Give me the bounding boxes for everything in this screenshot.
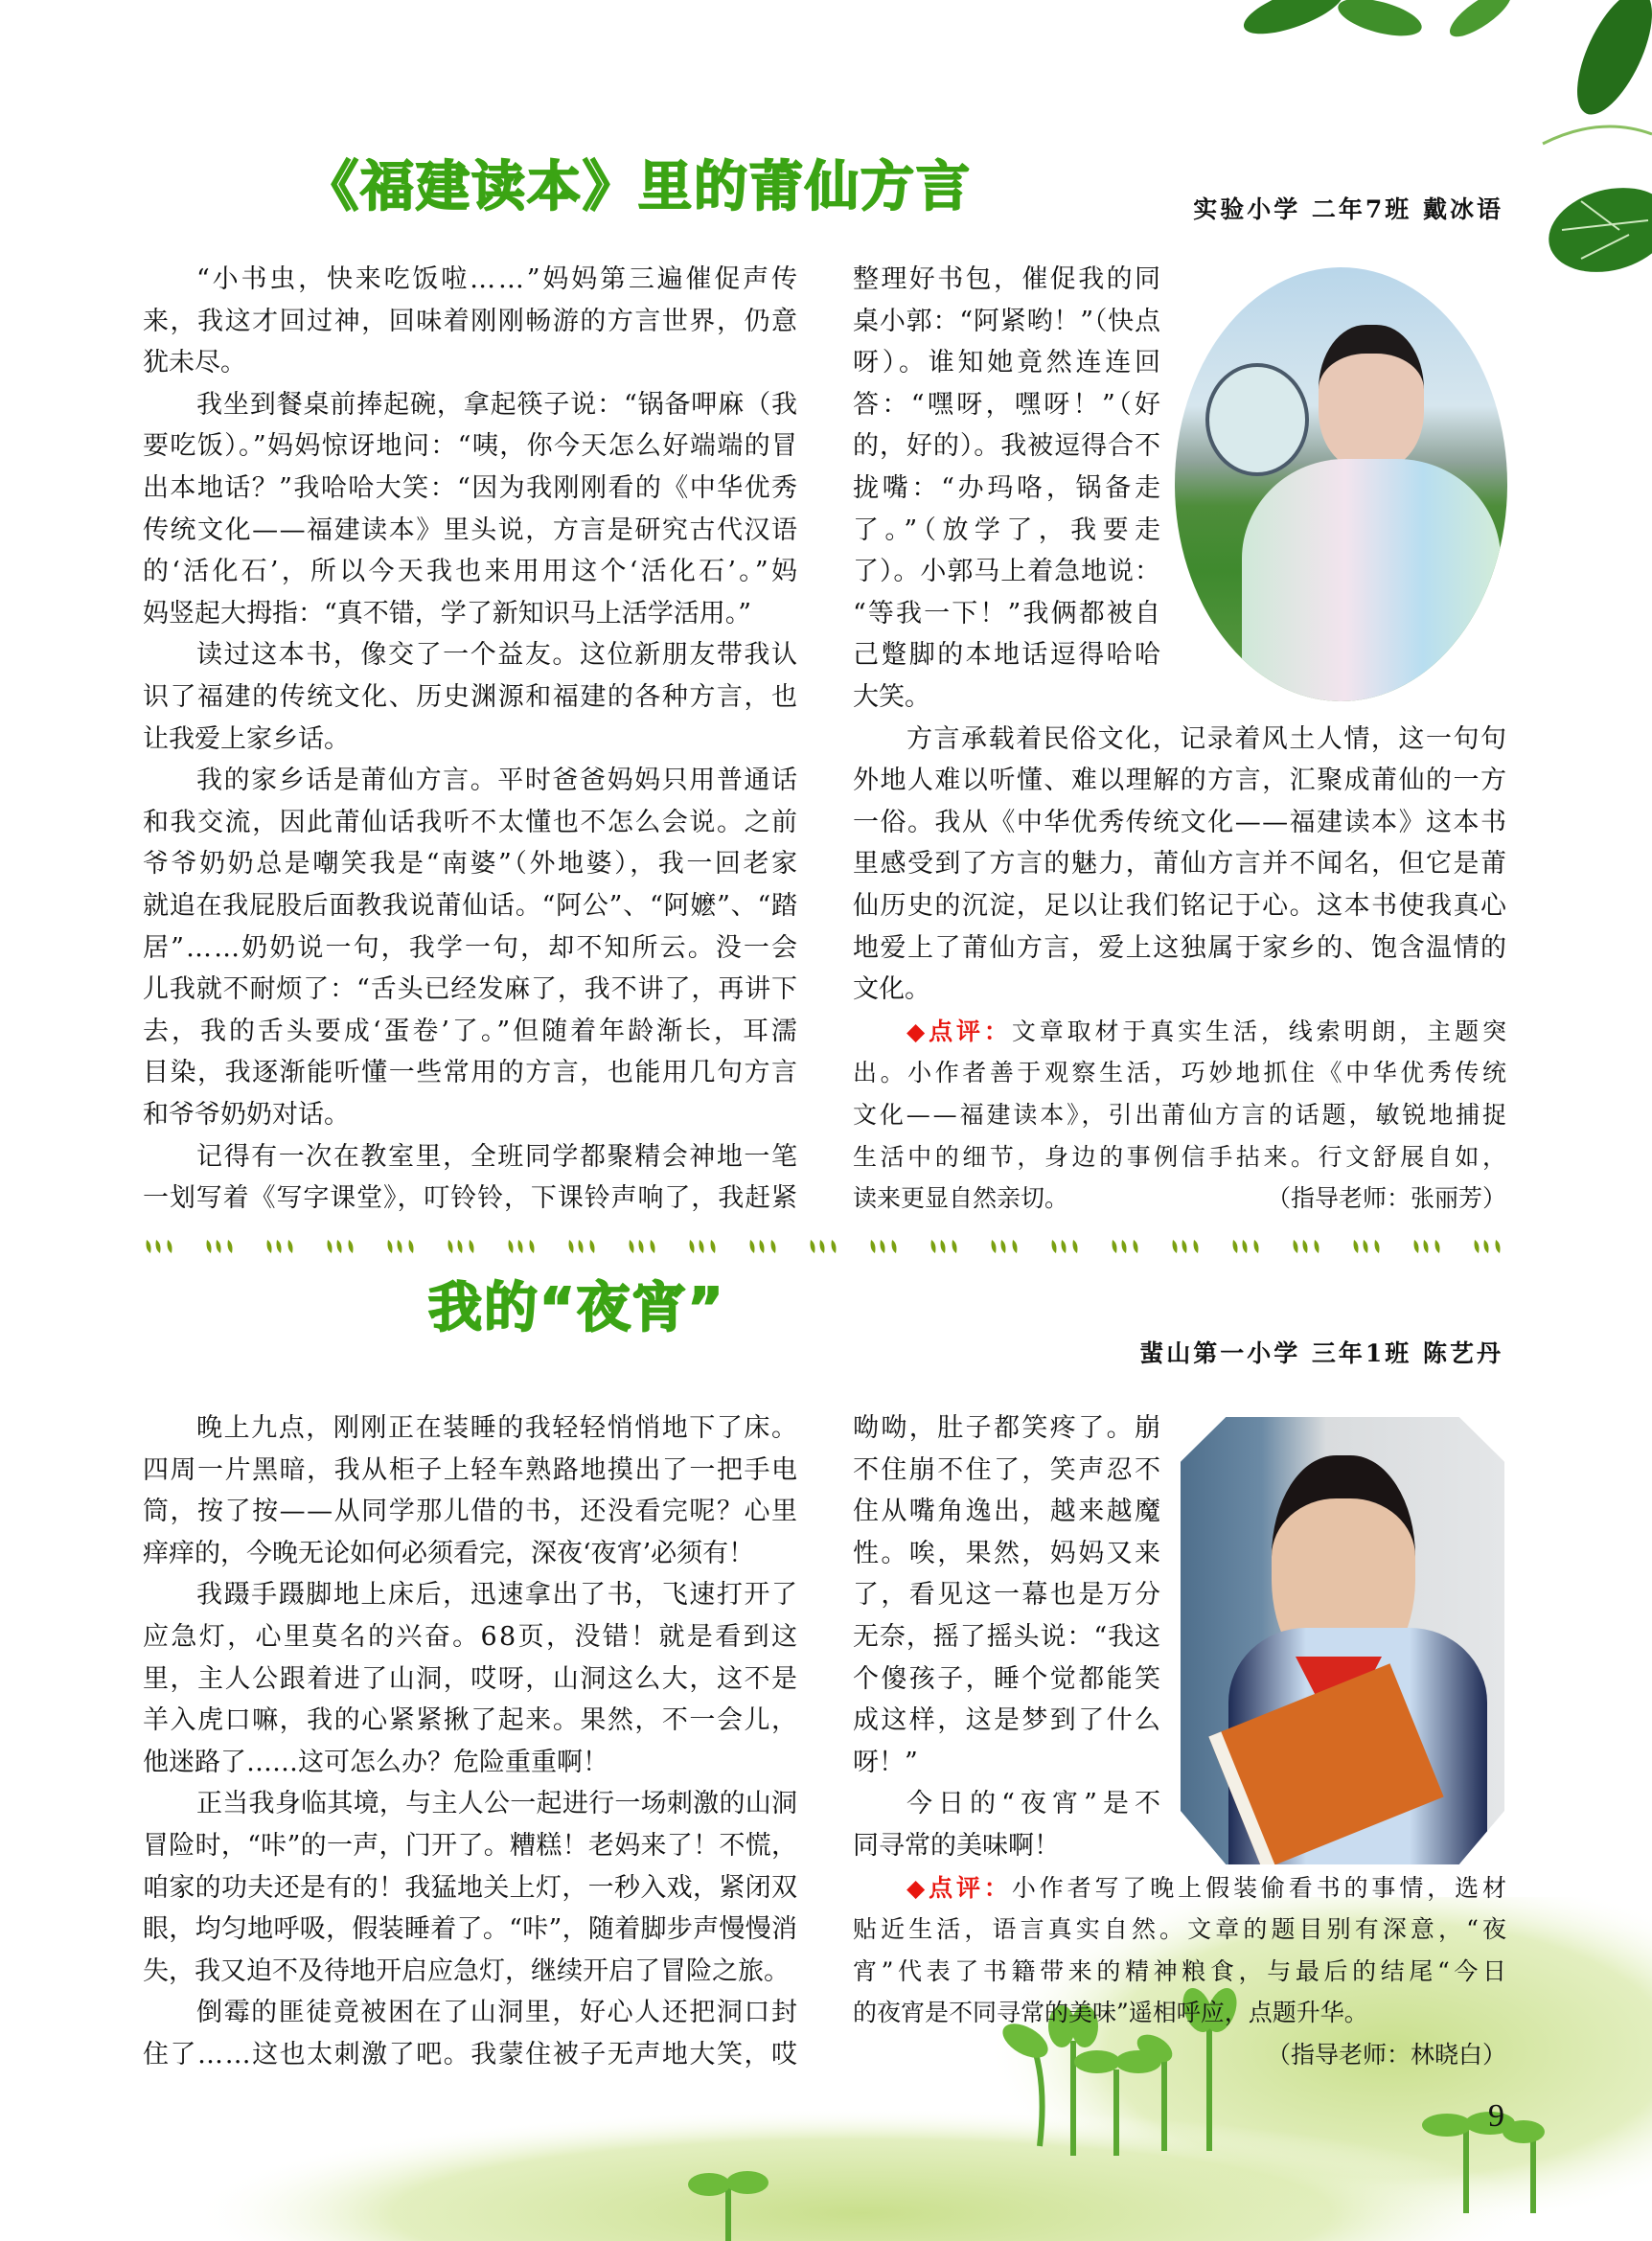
text-line-content — [853, 969, 930, 1011]
line-text: 呦呦，肚子都笑疼了。崩 — [853, 1413, 1163, 1443]
comment-line — [853, 1011, 1510, 1053]
text-line-content — [143, 1951, 790, 1993]
text-line-content — [143, 1011, 800, 1053]
line-text: 地爱上了莆仙方言，爱上这独属于家乡的、饱含温情的 — [853, 932, 1508, 963]
comment-line — [853, 1992, 1506, 2034]
paragraph-line — [853, 719, 1506, 761]
paragraph-line — [143, 1742, 797, 1784]
line-text: 贴近生活，语言真实自然。文章的题目别有深意，“夜 — [853, 1915, 1511, 1944]
paragraph-line — [143, 843, 800, 885]
line-text: 里感受到了方言的魅力，莆仙方言并不闻名，但它是莆 — [853, 849, 1508, 880]
paragraph-line — [143, 802, 797, 844]
comment-line — [853, 1867, 1510, 1909]
paragraph-line — [143, 676, 797, 719]
text-line-content — [853, 1574, 1162, 1616]
article1-title: 《福建读本》里的莆仙方言 — [305, 156, 972, 218]
text-line-content — [853, 1658, 1162, 1701]
paragraph-line — [143, 1178, 797, 1220]
paragraph-line — [853, 676, 1160, 719]
line-text: 晚上九点，刚刚正在装睡的我轻轻悄悄地下了床。 — [196, 1413, 799, 1443]
paragraph-line — [853, 927, 1506, 970]
text-line-content — [143, 927, 799, 970]
text-line-content — [196, 634, 799, 676]
paragraph-line — [853, 384, 1164, 426]
text-line-content — [853, 384, 1163, 426]
paragraph-line — [143, 425, 797, 468]
text-line-content — [196, 1136, 799, 1178]
line-text: 性。唉，果然，妈妈又来 — [853, 1538, 1163, 1568]
text-line-content — [853, 1700, 1162, 1742]
text-line-content — [853, 760, 1507, 802]
page-number: 9 — [1488, 2098, 1504, 2134]
line-text: 和我交流，因此莆仙话我听不太懂也不怎么会说。之前 — [143, 807, 799, 837]
line-text: 读过这本书，像交了一个益友。这位新朋友带我认 — [196, 640, 799, 671]
line-text: 犹未尽。 — [143, 348, 246, 378]
line-text: 外地人难以听懂、难以理解的方言，汇聚成莆仙的一方 — [853, 766, 1508, 796]
line-text: 呀！” — [853, 1747, 918, 1777]
text-line-content — [143, 1909, 797, 1951]
paragraph-line — [143, 1992, 797, 2034]
text-line-content — [906, 1783, 1166, 1825]
text-line-content — [906, 1011, 1510, 1053]
text-line-content — [196, 1992, 799, 2034]
text-line-content — [196, 259, 800, 301]
paragraph-line — [143, 1616, 800, 1658]
comment-label: ◆点评： — [906, 1017, 1012, 1045]
text-line-content — [853, 510, 1166, 552]
article2-left-column — [143, 1407, 800, 2097]
paragraph-line — [143, 301, 797, 343]
line-text: 识了福建的传统文化、历史渊源和福建的各种方言，也 — [143, 682, 799, 712]
paragraph-line — [143, 760, 797, 802]
line-text: 羊入虎口嘛，我的心紧紧揪了起来。果然，不一会儿， — [143, 1705, 799, 1736]
text-line-content — [143, 676, 799, 719]
paragraph-line — [143, 885, 797, 927]
paragraph-line — [143, 510, 797, 552]
comment-line — [853, 1052, 1510, 1094]
line-text: 文章取材于真实生活，线索明朗，主题突 — [1011, 1017, 1510, 1045]
paragraph-line — [853, 593, 1163, 635]
text-line-content — [143, 468, 798, 510]
text-line-content — [143, 510, 799, 552]
text-line-content — [853, 1533, 1162, 1575]
article1-byline: 实验小学 二年7班 戴冰语 — [1193, 195, 1503, 223]
line-text: 了，看见这一幕也是万分 — [853, 1580, 1163, 1611]
text-line-content — [853, 1616, 1161, 1658]
line-text: 冒险时，“咔”的一声，门开了。糟糕！老妈来了！不慌， — [143, 1831, 798, 1861]
text-line-content — [143, 1616, 799, 1658]
paragraph-line — [853, 1533, 1163, 1575]
line-text: 出本地话？”我哈哈大笑：“因为我刚刚看的《中华优秀 — [143, 473, 799, 503]
paragraph-line — [143, 1533, 797, 1575]
line-text: 痒痒的，今晚无论如何必须看完，深夜‘夜宵’必须有！ — [143, 1538, 755, 1568]
paragraph-line — [853, 1742, 1160, 1784]
article1-left-column — [143, 259, 801, 1226]
line-text: 个傻孩子，睡个觉都能笑 — [853, 1663, 1163, 1694]
text-line-content — [143, 1094, 350, 1136]
text-line-content — [143, 1658, 799, 1701]
text-line-content — [853, 1909, 1510, 1951]
line-text: 仙历史的沉淀，足以让我们铭记于心。这本书使我真心 — [853, 891, 1508, 921]
paragraph-line — [143, 1491, 797, 1533]
text-line-content — [853, 843, 1507, 885]
paragraph-line — [853, 1783, 1167, 1825]
line-text: 爷爷奶奶总是嘲笑我是“南婆”（外地婆），我一回老家 — [143, 849, 800, 880]
text-line-content — [853, 676, 930, 719]
paragraph-line — [853, 843, 1506, 885]
paragraph-line — [853, 969, 1506, 1011]
line-text: 大笑。 — [853, 682, 930, 712]
text-line-content — [853, 342, 1164, 384]
paragraph-line — [143, 2034, 797, 2076]
text-line-content — [143, 301, 799, 343]
paragraph-line — [853, 301, 1160, 343]
text-line-content — [143, 885, 798, 927]
paragraph-line — [143, 1783, 797, 1825]
text-line-content — [853, 1094, 1509, 1136]
text-line-content — [143, 1867, 797, 1909]
line-text: 文化。 — [853, 974, 930, 1005]
text-line-content — [143, 1700, 799, 1742]
line-text: 的夜宵是不同寻常的美味”遥相呼应，点题升华。 — [853, 1999, 1368, 2027]
paragraph-line — [853, 1450, 1163, 1492]
text-line-content — [143, 425, 798, 468]
text-line-content — [853, 1407, 1162, 1450]
line-text: 里，主人公跟着进了山洞，哎呀，山洞这么大，这不是 — [143, 1663, 799, 1694]
paragraph-line — [853, 802, 1506, 844]
line-text: 应急灯，心里莫名的兴奋。68页，没错！就是看到这 — [143, 1622, 800, 1652]
text-line-content — [853, 802, 1507, 844]
paragraph-line — [143, 1909, 797, 1951]
line-text: 了。”（放学了，我要走 — [853, 515, 1167, 545]
paragraph-line — [143, 1700, 797, 1742]
paragraph-line — [853, 510, 1167, 552]
line-text: 一俗。我从《中华优秀传统文化——福建读本》这本书 — [853, 807, 1508, 837]
text-line-content — [196, 1783, 797, 1825]
text-line-content — [853, 885, 1507, 927]
paragraph-line — [853, 1825, 1160, 1867]
line-text: 无奈，摇了摇头说：“我这 — [853, 1622, 1161, 1652]
line-text: 一划写着《写字课堂》，叮铃铃，下课铃声响了，我赶紧 — [143, 1183, 798, 1214]
text-line-content — [853, 425, 1161, 468]
text-line-content — [143, 2034, 799, 2076]
text-line-content — [196, 384, 798, 426]
paragraph-line — [143, 1867, 797, 1909]
text-line-content — [853, 1136, 1510, 1178]
paragraph-line — [853, 1616, 1160, 1658]
text-line-content — [853, 634, 1162, 676]
text-line-content — [143, 593, 751, 635]
paragraph-line — [143, 468, 797, 510]
paragraph-line — [853, 425, 1160, 468]
line-text: 住了……这也太刺激了吧。我蒙住被子无声地大笑，哎 — [143, 2040, 799, 2069]
paragraph-line — [853, 1407, 1163, 1450]
paragraph-line — [853, 885, 1506, 927]
text-line-content — [143, 969, 798, 1011]
paragraph-line — [143, 1136, 797, 1178]
paragraph-line — [853, 468, 1164, 510]
paragraph-line — [853, 1700, 1163, 1742]
text-line-content — [853, 927, 1507, 970]
line-text: 出。小作者善于观察生活，巧妙地抓住《中华优秀传统 — [853, 1059, 1510, 1087]
line-text: 今日的“夜宵”是不 — [906, 1789, 1167, 1819]
article2-photo-girl-reading — [1181, 1417, 1504, 1864]
paragraph-line — [853, 551, 1160, 593]
line-text: 住从嘴角逸出，越来越魔 — [853, 1497, 1163, 1527]
text-line-content — [853, 1178, 1068, 1220]
article1-photo-girl-hanfu — [1175, 267, 1507, 701]
line-text: 四周一片黑暗，我从柜子上轻车熟路地摸出了一把手电 — [143, 1454, 799, 1485]
line-text: 己蹩脚的本地话逗得哈哈 — [853, 640, 1163, 671]
line-text: 读来更显自然亲切。 — [853, 1184, 1069, 1213]
text-line-content — [906, 1867, 1510, 1909]
line-text: 筒，按了按——从同学那儿借的书，还没看完呢？心里 — [143, 1497, 799, 1527]
comment-line — [853, 1136, 1510, 1178]
paragraph-line — [143, 342, 797, 384]
line-text: 我蹑手蹑脚地上床后，迅速拿出了书，飞速打开了 — [196, 1580, 799, 1611]
line-text: 妈竖起大拇指：“真不错，学了新知识马上活学活用。” — [143, 598, 752, 629]
line-text: 儿我就不耐烦了：“舌头已经发麻了，我不讲了，再讲下 — [143, 974, 798, 1005]
paragraph-line — [853, 1491, 1163, 1533]
text-line-content — [853, 1742, 918, 1784]
line-text: 咱家的功夫还是有的！我猛地关上灯，一秒入戏，紧闭双 — [143, 1872, 798, 1903]
text-line-content — [196, 1407, 799, 1450]
text-line-content — [196, 760, 799, 802]
text-line-content — [143, 1825, 797, 1867]
paragraph-line — [143, 1094, 797, 1136]
paragraph-line — [853, 634, 1163, 676]
line-text: 让我爱上家乡话。 — [143, 723, 350, 754]
round-fan — [1205, 363, 1309, 476]
line-text: 就追在我屁股后面教我说莆仙话。“阿公”、“阿嬷”、“踏 — [143, 891, 798, 921]
text-line-content — [143, 1533, 754, 1575]
text-line-content — [853, 301, 1161, 343]
line-text: 整理好书包，催促我的同 — [853, 264, 1163, 294]
text-line-content — [853, 551, 1161, 593]
line-text: “小书虫，快来吃饭啦……”妈妈第三遍催促声传 — [196, 264, 800, 294]
paragraph-line — [143, 634, 797, 676]
line-text: 小作者写了晚上假装偷看书的事情，选材 — [1011, 1873, 1510, 1902]
text-line-content — [143, 843, 800, 885]
text-line-content — [853, 1951, 1511, 1993]
text-line-content — [143, 719, 350, 761]
text-line-content — [143, 342, 246, 384]
line-text: 拢嘴：“办玛咯，锅备走 — [853, 473, 1164, 503]
text-line-content — [853, 1491, 1162, 1533]
line-text: 记得有一次在教室里，全班同学都聚精会神地一笔 — [196, 1141, 799, 1172]
comment-label: ◆点评： — [906, 1873, 1012, 1902]
paragraph-line — [143, 969, 797, 1011]
text-line-content — [143, 1052, 799, 1094]
paragraph-line — [143, 1951, 797, 1993]
line-text: 目染，我逐渐能听懂一些常用的方言，也能用几句方言 — [143, 1058, 799, 1088]
line-text: 来，我这才回过神，回味着刚刚畅游的方言世界，仍意 — [143, 306, 799, 336]
paragraph-line — [143, 1052, 797, 1094]
line-text: 的，好的）。我被逗得合不 — [853, 431, 1161, 462]
paragraph-line — [853, 1658, 1163, 1701]
line-text: 不住崩不住了，笑声忍不 — [853, 1454, 1163, 1485]
paragraph-line — [853, 342, 1164, 384]
line-text: 了）。小郭马上着急地说： — [853, 557, 1161, 587]
leaves-decoration — [1236, 0, 1652, 297]
paragraph-line — [143, 927, 800, 970]
text-line-content — [853, 1825, 1060, 1867]
text-line-content — [196, 1574, 799, 1616]
text-line-content — [143, 1178, 798, 1220]
paragraph-line — [143, 1658, 797, 1701]
paragraph-line — [143, 551, 801, 593]
comment-line — [853, 1951, 1511, 1993]
line-text: 呀）。谁知她竟然连连回 — [853, 348, 1164, 378]
line-text: 和爷爷奶奶对话。 — [143, 1100, 350, 1130]
paragraph-line — [143, 719, 797, 761]
line-text: 传统文化——福建读本》里头说，方言是研究古代汉语 — [143, 515, 799, 545]
comment-line — [853, 1909, 1511, 1951]
line-text: 文化——福建读本》，引出莆仙方言的话题，敏锐地捕捉 — [853, 1101, 1509, 1129]
text-line-content — [853, 1992, 1368, 2034]
line-text: 要吃饭）。”妈妈惊讶地问：“咦，你今天怎么好端端的冒 — [143, 431, 799, 462]
line-text: 方言承载着民俗文化，记录着风土人情，这一句句 — [906, 723, 1508, 754]
teacher-credit: （指导老师：林晓白） — [1266, 2041, 1506, 2069]
text-line-content — [143, 802, 799, 844]
teacher-credit: （指导老师：张丽芳） — [1266, 1184, 1506, 1213]
line-text: 成这样，这是梦到了什么 — [853, 1705, 1163, 1736]
line-text: 我坐到餐桌前捧起碗，拿起筷子说：“锅备呷麻（我 — [196, 389, 798, 420]
comment-line — [853, 1094, 1509, 1136]
text-line-content — [143, 1450, 799, 1492]
line-text: 倒霉的匪徒竟被困在了山洞里，好心人还把洞口封 — [196, 1998, 799, 2028]
text-line-content — [906, 719, 1508, 761]
line-text: 桌小郭：“阿紧哟！”（快点 — [853, 306, 1161, 336]
line-text: 宵”代表了书籍带来的精神粮食，与最后的结尾“今日 — [853, 1956, 1511, 1985]
paragraph-line — [853, 1574, 1163, 1616]
line-text: 居”……奶奶说一句，我学一句，却不知所云。没一会 — [143, 932, 800, 963]
line-text: 他迷路了……这可怎么办？危险重重啊！ — [143, 1747, 608, 1777]
text-line-content — [853, 1450, 1162, 1492]
hanfu-dress — [1242, 459, 1501, 701]
paragraph-line — [143, 1574, 797, 1616]
paragraph-line — [143, 384, 797, 426]
text-line-content — [143, 1491, 799, 1533]
paragraph-line — [143, 1011, 800, 1053]
line-text: 失，我又迫不及待地开启应急灯，继续开启了冒险之旅。 — [143, 1955, 790, 1986]
text-line-content — [853, 259, 1162, 301]
paragraph-line — [143, 1450, 797, 1492]
article2-title: 我的“夜宵” — [428, 1277, 725, 1339]
paragraph-line — [143, 259, 800, 301]
line-text: 生活中的细节，身边的事例信手拈来。行文舒展自如， — [853, 1142, 1510, 1171]
text-line-content — [853, 468, 1164, 510]
line-text: 去，我的舌头要成‘蛋卷’了。”但随着年龄渐长，耳濡 — [143, 1016, 800, 1046]
line-text: 眼，均匀地呼吸，假装睡着了。“咔”，随着脚步声慢慢消 — [143, 1914, 798, 1945]
article2-byline: 蜚山第一小学 三年1班 陈艺丹 — [1139, 1339, 1503, 1367]
paragraph-line — [143, 1407, 797, 1450]
text-line-content — [143, 551, 800, 593]
text-line-content — [853, 1052, 1510, 1094]
line-text: “等我一下！”我俩都被自 — [853, 598, 1163, 629]
line-text: 我的家乡话是莆仙方言。平时爸爸妈妈只用普通话 — [196, 766, 799, 796]
line-text: 正当我身临其境，与主人公一起进行一场刺激的山洞 — [196, 1789, 798, 1819]
line-text: 的‘活化石’，所以今天我也来用用这个‘活化石’。”妈 — [143, 557, 801, 587]
paragraph-line — [853, 259, 1163, 301]
paragraph-line — [143, 593, 797, 635]
paragraph-line — [143, 1825, 797, 1867]
leaf-divider — [143, 1236, 1511, 1255]
line-text: 答：“嘿呀，嘿呀！”（好 — [853, 389, 1164, 420]
line-text: 同寻常的美味啊！ — [853, 1831, 1060, 1861]
paragraph-line — [853, 760, 1506, 802]
girl-face — [1319, 325, 1424, 469]
text-line-content — [143, 1742, 608, 1784]
text-line-content — [853, 593, 1162, 635]
